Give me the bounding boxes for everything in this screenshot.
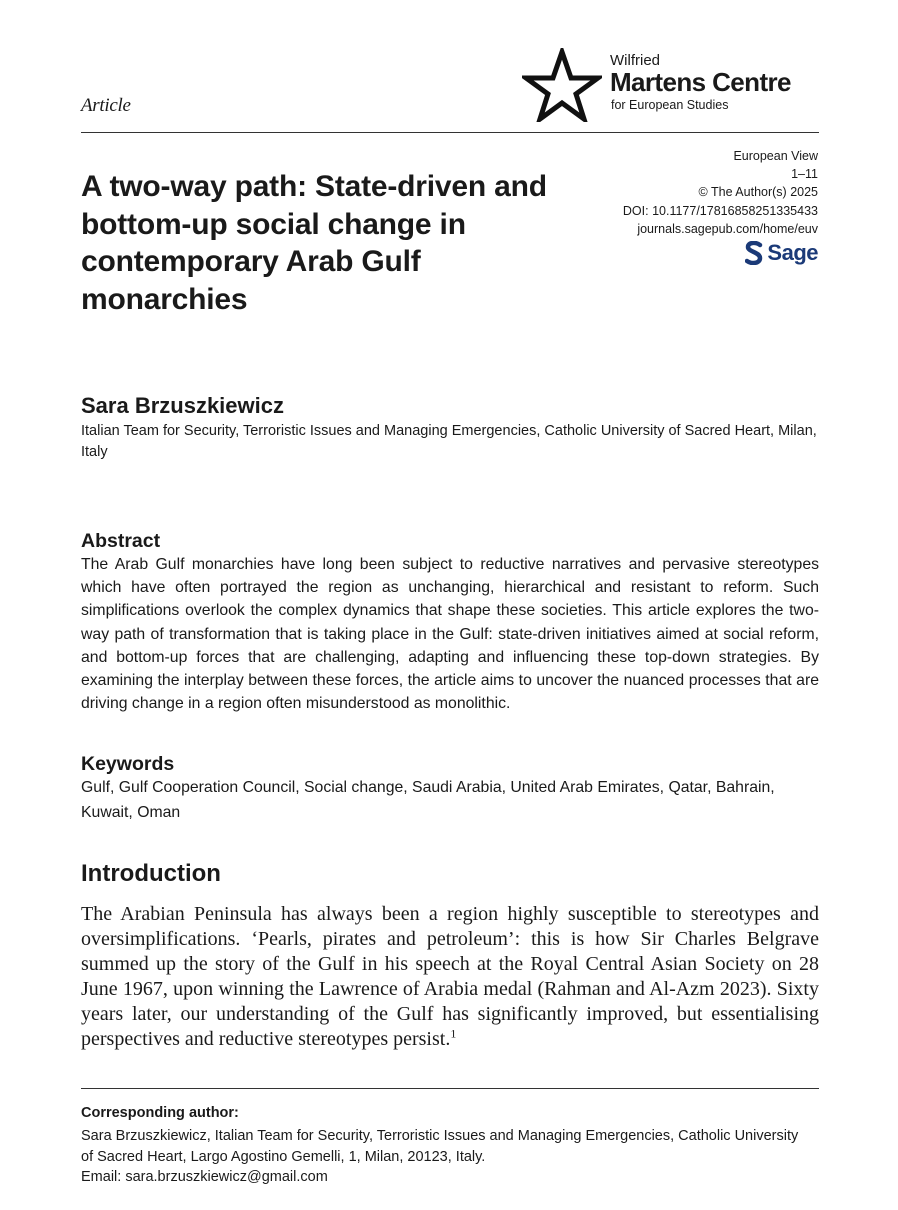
corresponding-author-address: Sara Brzuszkiewicz, Italian Team for Security, Terroristic Issues and Managing Emergencies, Catholic University of Sacred Heart, Largo Agostino Gemelli, 1, Milan, 20123, Italy. [81, 1128, 799, 1165]
logo-line-2: Martens Centre [610, 67, 791, 97]
footnote-divider [81, 1088, 819, 1089]
article-title: A two-way path: State-driven and bottom-up social change in contemporary Arab Gulf monarchies [81, 170, 547, 316]
keywords-text: Gulf, Gulf Cooperation Council, Social change, Saudi Arabia, United Arab Emirates, Qatar, Bahrain, Kuwait, Oman [81, 779, 775, 821]
logo-line-3: for European Studies [611, 98, 729, 112]
journal-url[interactable]: journals.sagepub.com/home/euv [637, 221, 818, 236]
corresponding-author-details [81, 1126, 801, 1188]
introduction-text: The Arabian Peninsula has always been a region highly susceptible to stereotypes and oversimplifications. ‘Pearls, pirates and petroleum’: this is how Sir Charles Belgrave summed up the story of the Gulf in his speech at the Royal Central Asian Society on 28 June 1967, upon winning the Lawrence of Arabia medal (Rahman and Al-Azm 2023). Sixty years later, our understanding of the Gulf has significantly improved, but essentialising perspectives and reductive stereotypes persist. [81, 903, 819, 1050]
logo-line-1: Wilfried [610, 52, 661, 69]
author-name: Sara Brzuszkiewicz [81, 393, 284, 418]
sage-logo [745, 239, 818, 267]
corresponding-author-heading: Corresponding author: [81, 1105, 239, 1121]
journal-name: European View [733, 149, 818, 163]
star-m-logo-icon [522, 48, 602, 122]
introduction-heading: Introduction [81, 860, 221, 887]
footnote-marker[interactable]: 1 [450, 1026, 457, 1041]
copyright: © The Author(s) 2025 [698, 185, 818, 200]
martens-centre-logo [522, 48, 822, 122]
journal-metadata [623, 147, 818, 238]
publisher-name: Sage [767, 240, 818, 265]
author-affiliation: Italian Team for Security, Terroristic Issues and Managing Emergencies, Catholic University of Sacred Heart, Milan, Italy [81, 423, 817, 460]
sage-s-icon [745, 241, 763, 265]
corresponding-author-email[interactable]: Email: sara.brzuszkiewicz@gmail.com [81, 1169, 328, 1185]
article-type-label: Article [81, 95, 131, 116]
doi[interactable]: DOI: 10.1177/17816858251335433 [622, 203, 818, 218]
introduction-paragraph [81, 902, 819, 1052]
abstract-heading: Abstract [81, 530, 161, 552]
page-range: 1–11 [791, 167, 818, 182]
keywords-heading: Keywords [81, 753, 175, 775]
abstract-text: The Arab Gulf monarchies have long been subject to reductive narratives and pervasive stereotypes which have often portrayed the region as unchanging, hierarchical and resistant to reform. Such simplifications overlook the complex dynamics that shape these societies. This article explores the two-way path of transformation that is taking place in the Gulf: state-driven initiatives aimed at social reform, and bottom-up forces that are challenging, adapting and influencing these top-down strategies. By examining the interplay between these forces, the article aims to uncover the nuanced processes that are driving change in a region often misunderstood as monolithic. [81, 556, 819, 713]
header-divider [81, 132, 819, 133]
